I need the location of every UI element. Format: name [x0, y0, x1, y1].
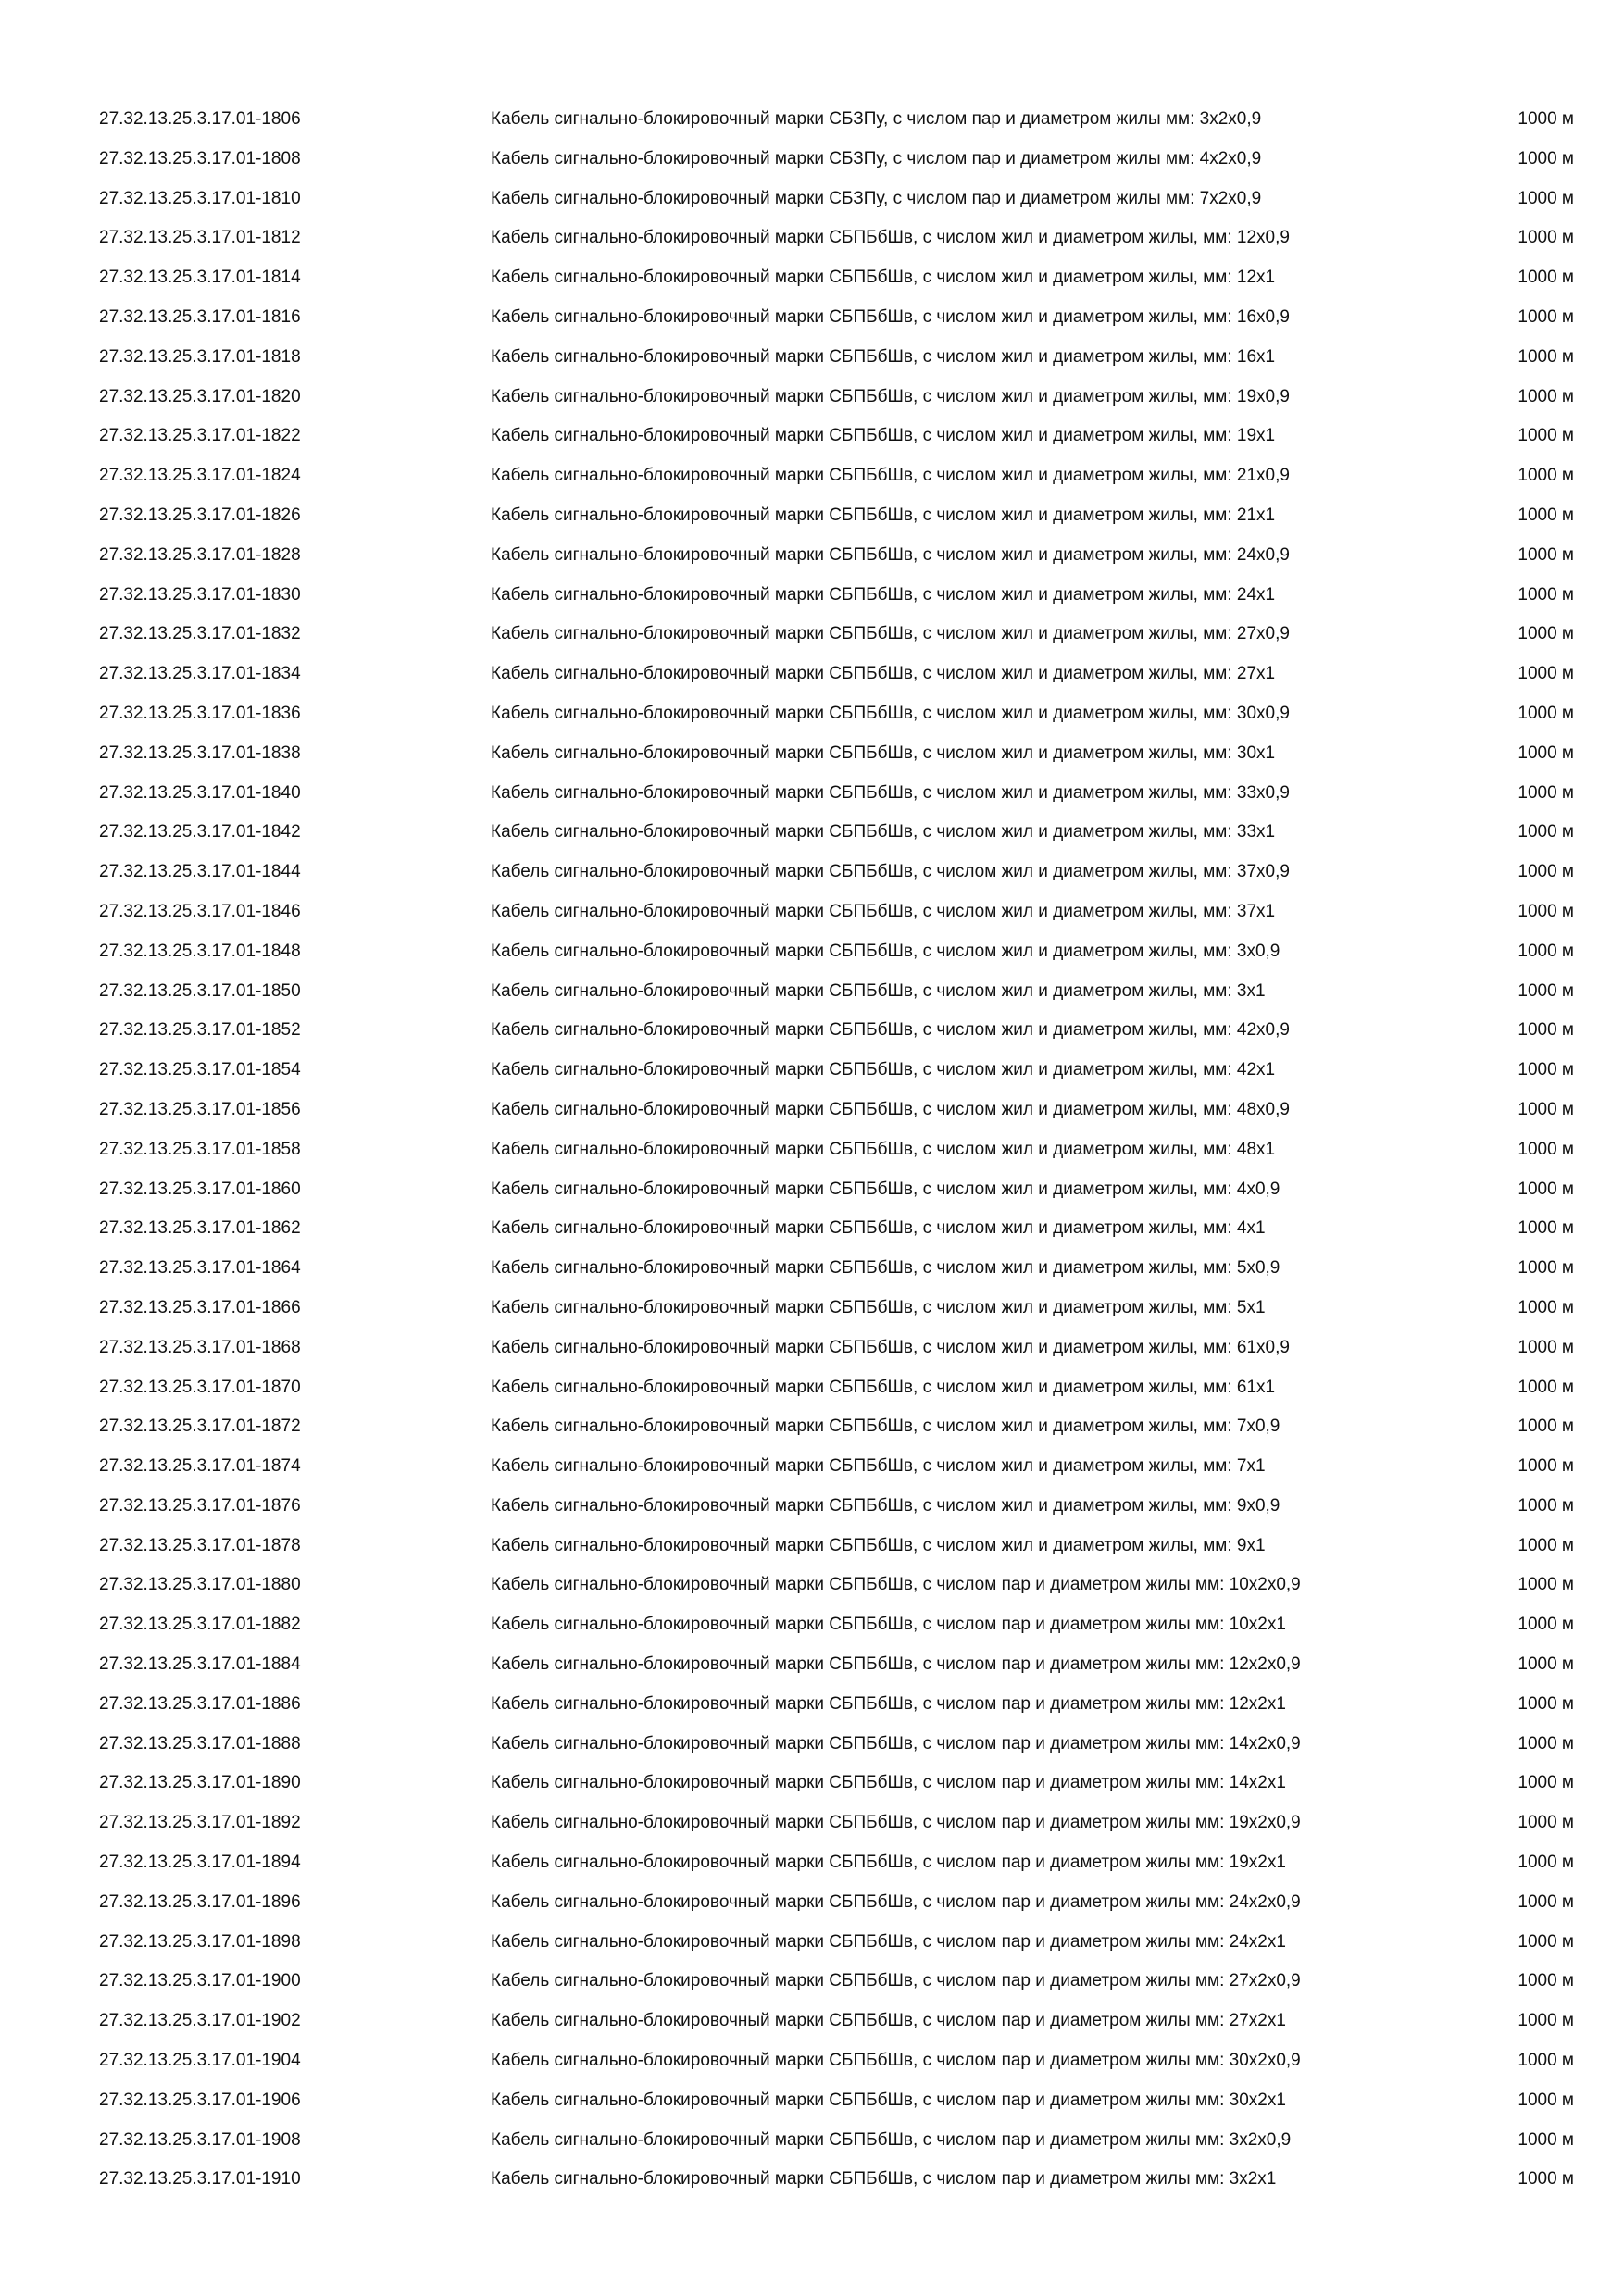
item-unit: 1000 м	[1518, 1218, 1574, 1239]
item-description: Кабель сигнально-блокировочный марки СБПБбШв, с числом жил и диаметром жилы, мм: 9х1	[491, 1535, 1266, 1555]
item-description: Кабель сигнально-блокировочный марки СБПБбШв, с числом жил и диаметром жилы, мм: 21х0,9	[491, 466, 1290, 486]
item-description: Кабель сигнально-блокировочный марки СБПБбШв, с числом жил и диаметром жилы, мм: 48х1	[491, 1139, 1276, 1159]
item-unit: 1000 м	[1518, 109, 1574, 129]
item-unit: 1000 м	[1518, 862, 1574, 882]
item-code: 27.32.13.25.3.17.01-1844	[99, 862, 301, 882]
item-description: Кабель сигнально-блокировочный марки СБПБбШв, с числом пар и диаметром жилы мм: 27х2х0,9	[491, 1971, 1301, 1991]
table-row	[0, 1685, 1624, 1725]
item-unit: 1000 м	[1518, 386, 1574, 406]
item-description: Кабель сигнально-блокировочный марки СБПБбШв, с числом жил и диаметром жилы, мм: 37х1	[491, 901, 1276, 921]
table-row	[0, 100, 1624, 140]
item-unit: 1000 м	[1518, 505, 1574, 525]
item-code: 27.32.13.25.3.17.01-1900	[99, 1971, 301, 1991]
item-code: 27.32.13.25.3.17.01-1906	[99, 2090, 301, 2110]
item-unit: 1000 м	[1518, 268, 1574, 288]
item-code: 27.32.13.25.3.17.01-1828	[99, 544, 301, 565]
item-code: 27.32.13.25.3.17.01-1838	[99, 742, 301, 763]
item-code: 27.32.13.25.3.17.01-1846	[99, 901, 301, 921]
item-description: Кабель сигнально-блокировочный марки СБПБбШв, с числом жил и диаметром жилы, мм: 16х0,9	[491, 306, 1290, 327]
table-row	[0, 1209, 1624, 1249]
table-row	[0, 378, 1624, 418]
item-unit: 1000 м	[1518, 624, 1574, 644]
price-list-table	[0, 100, 1624, 2200]
item-description: Кабель сигнально-блокировочный марки СБПБбШв, с числом жил и диаметром жилы, мм: 33х1	[491, 822, 1276, 842]
item-unit: 1000 м	[1518, 2011, 1574, 2031]
table-row	[0, 2081, 1624, 2121]
item-code: 27.32.13.25.3.17.01-1854	[99, 1060, 301, 1080]
item-unit: 1000 м	[1518, 980, 1574, 1001]
item-description: Кабель сигнально-блокировочный марки СБПБбШв, с числом жил и диаметром жилы, мм: 9х0,9	[491, 1495, 1280, 1516]
table-row	[0, 1566, 1624, 1605]
table-row	[0, 932, 1624, 972]
item-code: 27.32.13.25.3.17.01-1902	[99, 2011, 301, 2031]
item-code: 27.32.13.25.3.17.01-1826	[99, 505, 301, 525]
table-row	[0, 1289, 1624, 1329]
table-row	[0, 2121, 1624, 2161]
table-row	[0, 576, 1624, 616]
table-row	[0, 694, 1624, 734]
table-row	[0, 774, 1624, 814]
table-row	[0, 892, 1624, 932]
item-code: 27.32.13.25.3.17.01-1808	[99, 148, 301, 168]
item-unit: 1000 м	[1518, 1099, 1574, 1119]
item-unit: 1000 м	[1518, 1575, 1574, 1595]
item-unit: 1000 м	[1518, 544, 1574, 565]
table-row	[0, 140, 1624, 180]
item-description: Кабель сигнально-блокировочный марки СБПБбШв, с числом жил и диаметром жилы, мм: 21х1	[491, 505, 1276, 525]
item-description: Кабель сигнально-блокировочный марки СБПБбШв, с числом жил и диаметром жилы, мм: 4х1	[491, 1218, 1266, 1239]
item-description: Кабель сигнально-блокировочный марки СБПБбШв, с числом жил и диаметром жилы, мм: 12х1	[491, 268, 1276, 288]
item-code: 27.32.13.25.3.17.01-1910	[99, 2169, 301, 2190]
table-row	[0, 258, 1624, 298]
item-description: Кабель сигнально-блокировочный марки СБПБбШв, с числом пар и диаметром жилы мм: 19х2х1	[491, 1853, 1286, 1873]
item-code: 27.32.13.25.3.17.01-1872	[99, 1416, 301, 1437]
item-unit: 1000 м	[1518, 1693, 1574, 1714]
item-code: 27.32.13.25.3.17.01-1876	[99, 1495, 301, 1516]
item-code: 27.32.13.25.3.17.01-1884	[99, 1654, 301, 1675]
item-unit: 1000 м	[1518, 1654, 1574, 1675]
item-code: 27.32.13.25.3.17.01-1888	[99, 1733, 301, 1753]
item-code: 27.32.13.25.3.17.01-1814	[99, 268, 301, 288]
item-code: 27.32.13.25.3.17.01-1852	[99, 1020, 301, 1041]
item-code: 27.32.13.25.3.17.01-1892	[99, 1813, 301, 1833]
item-code: 27.32.13.25.3.17.01-1870	[99, 1377, 301, 1397]
table-row	[0, 1962, 1624, 2002]
table-row	[0, 218, 1624, 258]
item-unit: 1000 м	[1518, 742, 1574, 763]
item-unit: 1000 м	[1518, 584, 1574, 605]
item-code: 27.32.13.25.3.17.01-1818	[99, 346, 301, 367]
table-row	[0, 1130, 1624, 1170]
item-description: Кабель сигнально-блокировочный марки СБПБбШв, с числом пар и диаметром жилы мм: 3х2х0,9	[491, 2129, 1292, 2150]
item-code: 27.32.13.25.3.17.01-1878	[99, 1535, 301, 1555]
table-row	[0, 1051, 1624, 1091]
item-description: Кабель сигнально-блокировочный марки СБПБбШв, с числом пар и диаметром жилы мм: 12х2х1	[491, 1693, 1286, 1714]
item-description: Кабель сигнально-блокировочный марки СБПБбШв, с числом пар и диаметром жилы мм: 12х2х0,9	[491, 1654, 1301, 1675]
table-row	[0, 1487, 1624, 1527]
item-code: 27.32.13.25.3.17.01-1868	[99, 1337, 301, 1357]
item-unit: 1000 м	[1518, 1139, 1574, 1159]
item-description: Кабель сигнально-блокировочный марки СБПБбШв, с числом пар и диаметром жилы мм: 19х2х0,9	[491, 1813, 1301, 1833]
item-unit: 1000 м	[1518, 1337, 1574, 1357]
item-description: Кабель сигнально-блокировочный марки СБПБбШв, с числом пар и диаметром жилы мм: 30х2х1	[491, 2090, 1286, 2110]
table-row	[0, 1645, 1624, 1685]
item-unit: 1000 м	[1518, 1813, 1574, 1833]
item-code: 27.32.13.25.3.17.01-1894	[99, 1853, 301, 1873]
item-description: Кабель сигнально-блокировочный марки СБПБбШв, с числом жил и диаметром жилы, мм: 42х1	[491, 1060, 1276, 1080]
item-unit: 1000 м	[1518, 1456, 1574, 1477]
item-unit: 1000 м	[1518, 1020, 1574, 1041]
item-unit: 1000 м	[1518, 2129, 1574, 2150]
item-code: 27.32.13.25.3.17.01-1896	[99, 1891, 301, 1912]
table-row	[0, 536, 1624, 576]
item-description: Кабель сигнально-блокировочный марки СБПБбШв, с числом пар и диаметром жилы мм: 24х2х1	[491, 1931, 1286, 1952]
item-unit: 1000 м	[1518, 941, 1574, 961]
table-row	[0, 1883, 1624, 1923]
item-unit: 1000 м	[1518, 703, 1574, 723]
item-code: 27.32.13.25.3.17.01-1864	[99, 1258, 301, 1279]
item-description: Кабель сигнально-блокировочный марки СБПБбШв, с числом жил и диаметром жилы, мм: 61х1	[491, 1377, 1276, 1397]
item-code: 27.32.13.25.3.17.01-1880	[99, 1575, 301, 1595]
item-unit: 1000 м	[1518, 306, 1574, 327]
item-unit: 1000 м	[1518, 1971, 1574, 1991]
table-row	[0, 496, 1624, 536]
table-row	[0, 1803, 1624, 1843]
table-row	[0, 655, 1624, 694]
item-description: Кабель сигнально-блокировочный марки СБПБбШв, с числом жил и диаметром жилы, мм: 24х0,9	[491, 544, 1290, 565]
item-unit: 1000 м	[1518, 1615, 1574, 1635]
item-code: 27.32.13.25.3.17.01-1904	[99, 2051, 301, 2071]
item-code: 27.32.13.25.3.17.01-1898	[99, 1931, 301, 1952]
item-unit: 1000 м	[1518, 822, 1574, 842]
item-description: Кабель сигнально-блокировочный марки СБПБбШв, с числом жил и диаметром жилы, мм: 3х0,9	[491, 941, 1280, 961]
item-description: Кабель сигнально-блокировочный марки СБПБбШв, с числом жил и диаметром жилы, мм: 7х0,9	[491, 1416, 1280, 1437]
item-code: 27.32.13.25.3.17.01-1836	[99, 703, 301, 723]
item-code: 27.32.13.25.3.17.01-1856	[99, 1099, 301, 1119]
item-unit: 1000 м	[1518, 901, 1574, 921]
item-description: Кабель сигнально-блокировочный марки СБПБбШв, с числом жил и диаметром жилы, мм: 7х1	[491, 1456, 1266, 1477]
item-code: 27.32.13.25.3.17.01-1882	[99, 1615, 301, 1635]
item-code: 27.32.13.25.3.17.01-1832	[99, 624, 301, 644]
item-description: Кабель сигнально-блокировочный марки СБПБбШв, с числом пар и диаметром жилы мм: 14х2х0,9	[491, 1733, 1301, 1753]
table-row	[0, 1368, 1624, 1408]
item-code: 27.32.13.25.3.17.01-1850	[99, 980, 301, 1001]
item-description: Кабель сигнально-блокировочный марки СБПБбШв, с числом жил и диаметром жилы, мм: 37х0,9	[491, 862, 1290, 882]
item-description: Кабель сигнально-блокировочный марки СБПБбШв, с числом жил и диаметром жилы, мм: 27х1	[491, 664, 1276, 684]
item-code: 27.32.13.25.3.17.01-1848	[99, 941, 301, 961]
item-description: Кабель сигнально-блокировочный марки СБПБбШв, с числом жил и диаметром жилы, мм: 48х0,9	[491, 1099, 1290, 1119]
item-unit: 1000 м	[1518, 1773, 1574, 1793]
item-description: Кабель сигнально-блокировочный марки СБПБбШв, с числом жил и диаметром жилы, мм: 19х0,9	[491, 386, 1290, 406]
item-unit: 1000 м	[1518, 2051, 1574, 2071]
item-description: Кабель сигнально-блокировочный марки СБПБбШв, с числом жил и диаметром жилы, мм: 33х0,9	[491, 782, 1290, 803]
item-unit: 1000 м	[1518, 1853, 1574, 1873]
item-unit: 1000 м	[1518, 782, 1574, 803]
item-unit: 1000 м	[1518, 1891, 1574, 1912]
table-row	[0, 2160, 1624, 2200]
item-code: 27.32.13.25.3.17.01-1824	[99, 466, 301, 486]
table-row	[0, 180, 1624, 219]
item-description: Кабель сигнально-блокировочный марки СБПБбШв, с числом пар и диаметром жилы мм: 10х2х1	[491, 1615, 1286, 1635]
table-row	[0, 813, 1624, 853]
item-code: 27.32.13.25.3.17.01-1830	[99, 584, 301, 605]
item-code: 27.32.13.25.3.17.01-1840	[99, 782, 301, 803]
item-description: Кабель сигнально-блокировочный марки СБПБбШв, с числом жил и диаметром жилы, мм: 27х0,9	[491, 624, 1290, 644]
item-unit: 1000 м	[1518, 1258, 1574, 1279]
item-code: 27.32.13.25.3.17.01-1908	[99, 2129, 301, 2150]
table-row	[0, 972, 1624, 1012]
table-row	[0, 2002, 1624, 2041]
table-row	[0, 1527, 1624, 1566]
item-code: 27.32.13.25.3.17.01-1812	[99, 228, 301, 248]
table-row	[0, 456, 1624, 496]
item-description: Кабель сигнально-блокировочный марки СБПБбШв, с числом жил и диаметром жилы, мм: 5х1	[491, 1297, 1266, 1317]
item-code: 27.32.13.25.3.17.01-1860	[99, 1179, 301, 1199]
table-row	[0, 1011, 1624, 1051]
item-unit: 1000 м	[1518, 1416, 1574, 1437]
item-description: Кабель сигнально-блокировочный марки СБЗПу, с числом пар и диаметром жилы мм: 4х2х0,9	[491, 148, 1262, 168]
item-unit: 1000 м	[1518, 228, 1574, 248]
table-row	[0, 1091, 1624, 1130]
item-description: Кабель сигнально-блокировочный марки СБПБбШв, с числом пар и диаметром жилы мм: 27х2х1	[491, 2011, 1286, 2031]
table-row	[0, 1329, 1624, 1368]
item-unit: 1000 м	[1518, 1297, 1574, 1317]
item-unit: 1000 м	[1518, 1495, 1574, 1516]
item-description: Кабель сигнально-блокировочный марки СБПБбШв, с числом пар и диаметром жилы мм: 30х2х0,9	[491, 2051, 1301, 2071]
item-unit: 1000 м	[1518, 1733, 1574, 1753]
table-row	[0, 1725, 1624, 1765]
table-row	[0, 853, 1624, 892]
item-code: 27.32.13.25.3.17.01-1886	[99, 1693, 301, 1714]
item-description: Кабель сигнально-блокировочный марки СБПБбШв, с числом жил и диаметром жилы, мм: 5х0,9	[491, 1258, 1280, 1279]
item-unit: 1000 м	[1518, 1060, 1574, 1080]
item-code: 27.32.13.25.3.17.01-1866	[99, 1297, 301, 1317]
item-code: 27.32.13.25.3.17.01-1834	[99, 664, 301, 684]
item-description: Кабель сигнально-блокировочный марки СБПБбШв, с числом жил и диаметром жилы, мм: 12х0,9	[491, 228, 1290, 248]
item-description: Кабель сигнально-блокировочный марки СБЗПу, с числом пар и диаметром жилы мм: 7х2х0,9	[491, 188, 1262, 208]
item-code: 27.32.13.25.3.17.01-1820	[99, 386, 301, 406]
item-code: 27.32.13.25.3.17.01-1806	[99, 109, 301, 129]
item-code: 27.32.13.25.3.17.01-1842	[99, 822, 301, 842]
item-description: Кабель сигнально-блокировочный марки СБПБбШв, с числом жил и диаметром жилы, мм: 16х1	[491, 346, 1276, 367]
item-unit: 1000 м	[1518, 148, 1574, 168]
item-description: Кабель сигнально-блокировочный марки СБПБбШв, с числом пар и диаметром жилы мм: 14х2х1	[491, 1773, 1286, 1793]
table-row	[0, 1605, 1624, 1645]
table-row	[0, 1764, 1624, 1803]
item-unit: 1000 м	[1518, 188, 1574, 208]
item-unit: 1000 м	[1518, 466, 1574, 486]
item-unit: 1000 м	[1518, 1179, 1574, 1199]
table-row	[0, 1249, 1624, 1289]
item-description: Кабель сигнально-блокировочный марки СБПБбШв, с числом пар и диаметром жилы мм: 24х2х0,9	[491, 1891, 1301, 1912]
item-description: Кабель сигнально-блокировочный марки СБПБбШв, с числом жил и диаметром жилы, мм: 30х1	[491, 742, 1276, 763]
item-code: 27.32.13.25.3.17.01-1822	[99, 426, 301, 446]
item-unit: 1000 м	[1518, 1535, 1574, 1555]
table-row	[0, 2041, 1624, 2081]
item-unit: 1000 м	[1518, 2090, 1574, 2110]
item-code: 27.32.13.25.3.17.01-1890	[99, 1773, 301, 1793]
item-description: Кабель сигнально-блокировочный марки СБПБбШв, с числом жил и диаметром жилы, мм: 61х0,9	[491, 1337, 1290, 1357]
table-row	[0, 417, 1624, 456]
item-code: 27.32.13.25.3.17.01-1816	[99, 306, 301, 327]
table-row	[0, 734, 1624, 774]
table-row	[0, 338, 1624, 378]
item-unit: 1000 м	[1518, 1377, 1574, 1397]
item-code: 27.32.13.25.3.17.01-1874	[99, 1456, 301, 1477]
item-description: Кабель сигнально-блокировочный марки СБПБбШв, с числом жил и диаметром жилы, мм: 42х0,9	[491, 1020, 1290, 1041]
table-row	[0, 615, 1624, 655]
item-code: 27.32.13.25.3.17.01-1862	[99, 1218, 301, 1239]
table-row	[0, 1923, 1624, 1963]
table-row	[0, 1407, 1624, 1447]
item-description: Кабель сигнально-блокировочный марки СБПБбШв, с числом жил и диаметром жилы, мм: 24х1	[491, 584, 1276, 605]
table-row	[0, 1843, 1624, 1883]
item-description: Кабель сигнально-блокировочный марки СБПБбШв, с числом жил и диаметром жилы, мм: 4х0,9	[491, 1179, 1280, 1199]
table-row	[0, 1170, 1624, 1210]
item-description: Кабель сигнально-блокировочный марки СБПБбШв, с числом жил и диаметром жилы, мм: 19х1	[491, 426, 1276, 446]
item-unit: 1000 м	[1518, 1931, 1574, 1952]
item-description: Кабель сигнально-блокировочный марки СБПБбШв, с числом пар и диаметром жилы мм: 3х2х1	[491, 2169, 1277, 2190]
item-code: 27.32.13.25.3.17.01-1858	[99, 1139, 301, 1159]
item-description: Кабель сигнально-блокировочный марки СБПБбШв, с числом жил и диаметром жилы, мм: 3х1	[491, 980, 1266, 1001]
item-description: Кабель сигнально-блокировочный марки СБПБбШв, с числом жил и диаметром жилы, мм: 30х0,9	[491, 703, 1290, 723]
item-unit: 1000 м	[1518, 2169, 1574, 2190]
item-code: 27.32.13.25.3.17.01-1810	[99, 188, 301, 208]
item-description: Кабель сигнально-блокировочный марки СБЗПу, с числом пар и диаметром жилы мм: 3х2х0,9	[491, 109, 1262, 129]
table-row	[0, 1447, 1624, 1487]
item-unit: 1000 м	[1518, 346, 1574, 367]
table-row	[0, 298, 1624, 338]
item-unit: 1000 м	[1518, 426, 1574, 446]
item-unit: 1000 м	[1518, 664, 1574, 684]
item-description: Кабель сигнально-блокировочный марки СБПБбШв, с числом пар и диаметром жилы мм: 10х2х0,9	[491, 1575, 1301, 1595]
